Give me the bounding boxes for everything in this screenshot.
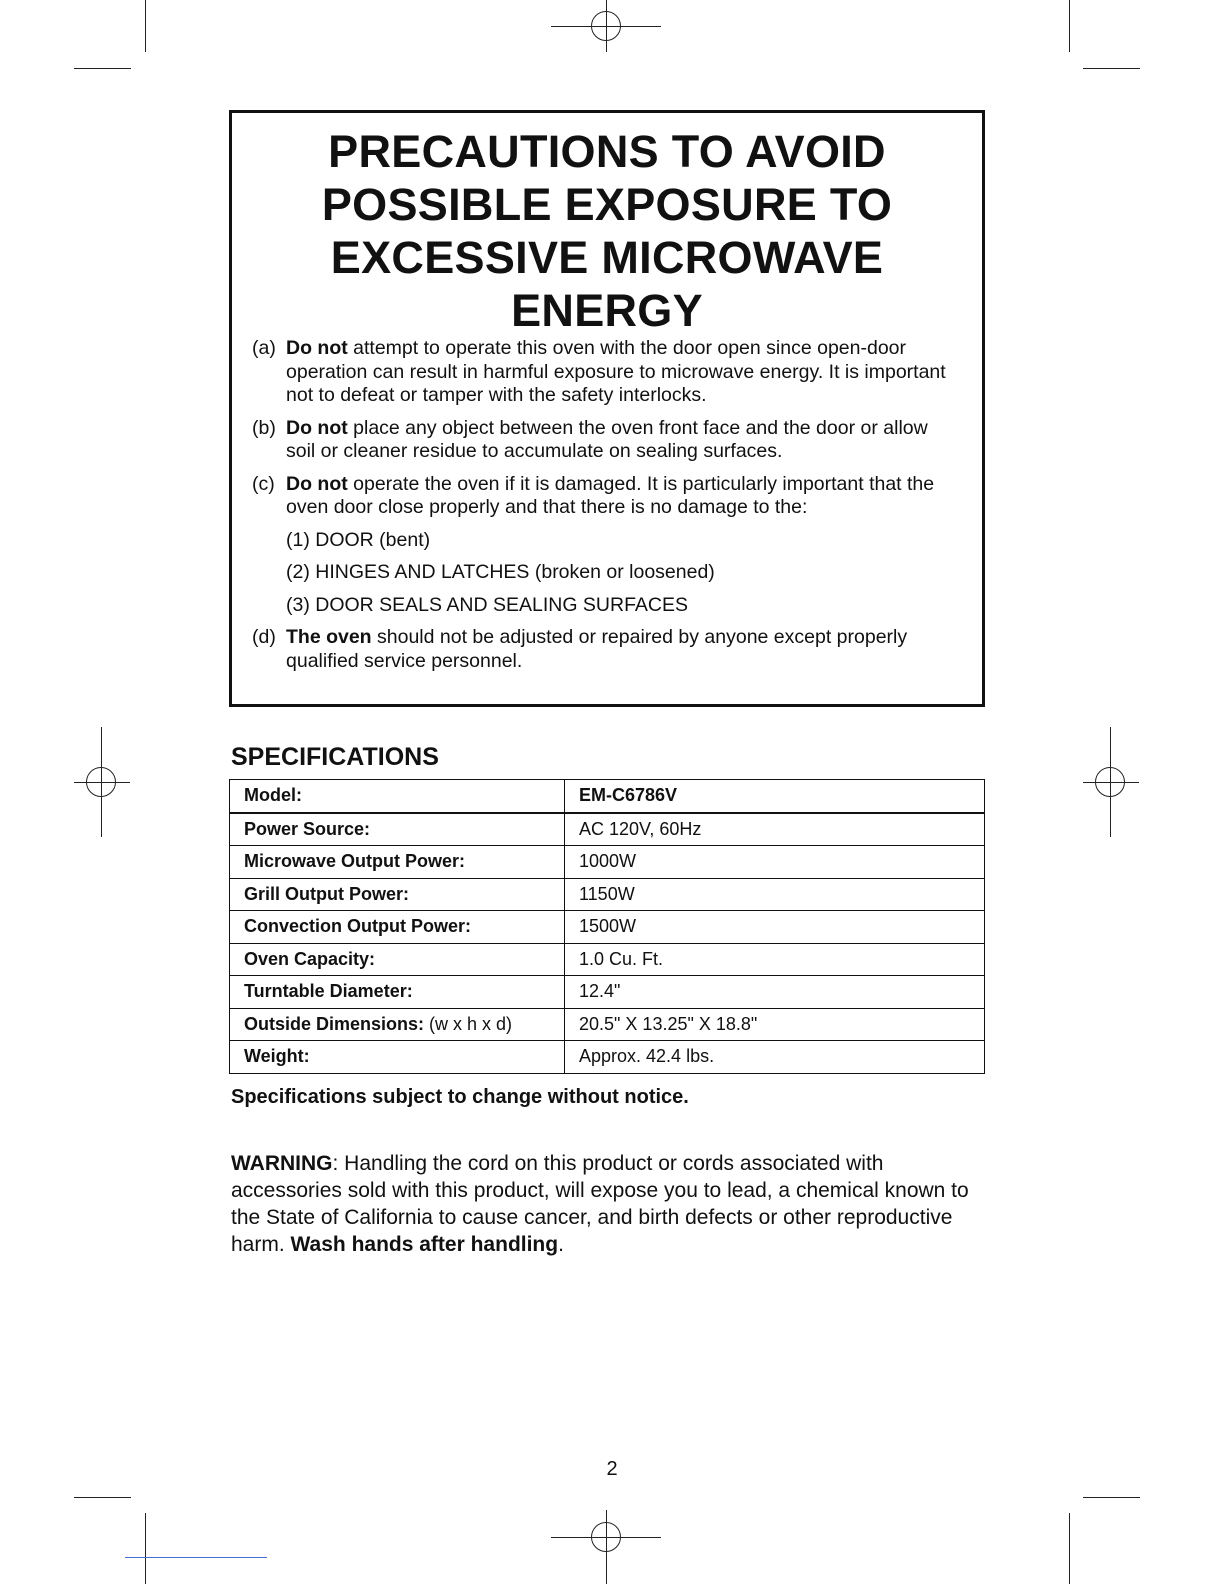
title-line: PRECAUTIONS TO AVOID	[328, 126, 886, 177]
spec-label: Grill Output Power:	[230, 878, 565, 911]
title-line: ENERGY	[511, 285, 703, 336]
precaution-item: (d) The oven should not be adjusted or repaired by anyone except properly qualified service personnel.	[252, 626, 908, 672]
table-row	[230, 813, 985, 846]
title-line: POSSIBLE EXPOSURE TO	[321, 179, 893, 230]
precautions-list	[252, 337, 962, 682]
spec-label: Microwave Output Power:	[230, 846, 565, 879]
precaution-subitem: (1) DOOR (bent)	[286, 528, 431, 551]
table-row	[230, 943, 985, 976]
spec-label: Weight:	[230, 1041, 565, 1074]
spec-value: 1000W	[565, 846, 985, 879]
spec-value: AC 120V, 60Hz	[565, 813, 985, 846]
spec-value: EM-C6786V	[565, 780, 985, 813]
page-number: 2	[606, 1458, 618, 1480]
table-row	[230, 976, 985, 1009]
specifications-table	[229, 779, 985, 1074]
spec-label: Oven Capacity:	[230, 943, 565, 976]
spec-value: 1500W	[565, 911, 985, 944]
precaution-item: (c) Do not operate the oven if it is damaged. It is particularly important that the oven door close properly and that there is no damage to the:	[252, 472, 935, 518]
precaution-subitem: (2) HINGES AND LATCHES (broken or loosened)	[286, 561, 715, 583]
spec-value: 1.0 Cu. Ft.	[565, 943, 985, 976]
warning-text: : Handling the cord on this product or cords associated with accessories sold with this product, will expose you to lead, a chemical known to the State of California to cause cancer, and birth defects or other reproductive harm.	[231, 1152, 969, 1256]
spec-value: 1150W	[565, 878, 985, 911]
table-row	[230, 1041, 985, 1074]
precautions-title	[232, 125, 982, 337]
precaution-subitem: (3) DOOR SEALS AND SEALING SURFACES	[286, 593, 689, 616]
table-row	[230, 846, 985, 879]
table-row	[230, 878, 985, 911]
table-row	[230, 780, 985, 813]
warning-emphasis: Wash hands after handling	[290, 1233, 559, 1256]
spec-label: Convection Output Power:	[230, 911, 565, 944]
precaution-item: (b) Do not place any object between the oven front face and the door or allow soil or cleaner residue to accumulate on sealing surfaces.	[252, 416, 928, 462]
title-line: EXCESSIVE MICROWAVE	[330, 232, 884, 283]
spec-label: Power Source:	[230, 813, 565, 846]
spec-value: Approx. 42.4 lbs.	[565, 1041, 985, 1074]
warning-paragraph: WARNING: Handling the cord on this product or cords associated with accessories sold with this product, will expose you to lead, a chemical known to the State of California to cause cancer, and birth defects or other reproductive harm. Wash hands after handling.	[231, 1152, 969, 1256]
divider	[125, 1557, 267, 1558]
warning-label: WARNING	[231, 1152, 333, 1175]
table-row	[230, 1008, 985, 1041]
table-row	[230, 911, 985, 944]
specifications-notice: Specifications subject to change without notice.	[231, 1086, 689, 1108]
precaution-item: (a) Do not attempt to operate this oven with the door open since open-door operation can result in harmful exposure to microwave energy. It is important not to defeat or tamper with the safety interlocks.	[252, 337, 946, 406]
spec-label: Model:	[230, 780, 565, 813]
spec-value: 20.5" X 13.25" X 18.8"	[565, 1008, 985, 1041]
spec-value: 12.4"	[565, 976, 985, 1009]
spec-label: Turntable Diameter:	[230, 976, 565, 1009]
precautions-box	[229, 110, 985, 707]
spec-label: Outside Dimensions: (w x h x d)	[230, 1008, 565, 1041]
specifications-heading: SPECIFICATIONS	[231, 743, 439, 771]
